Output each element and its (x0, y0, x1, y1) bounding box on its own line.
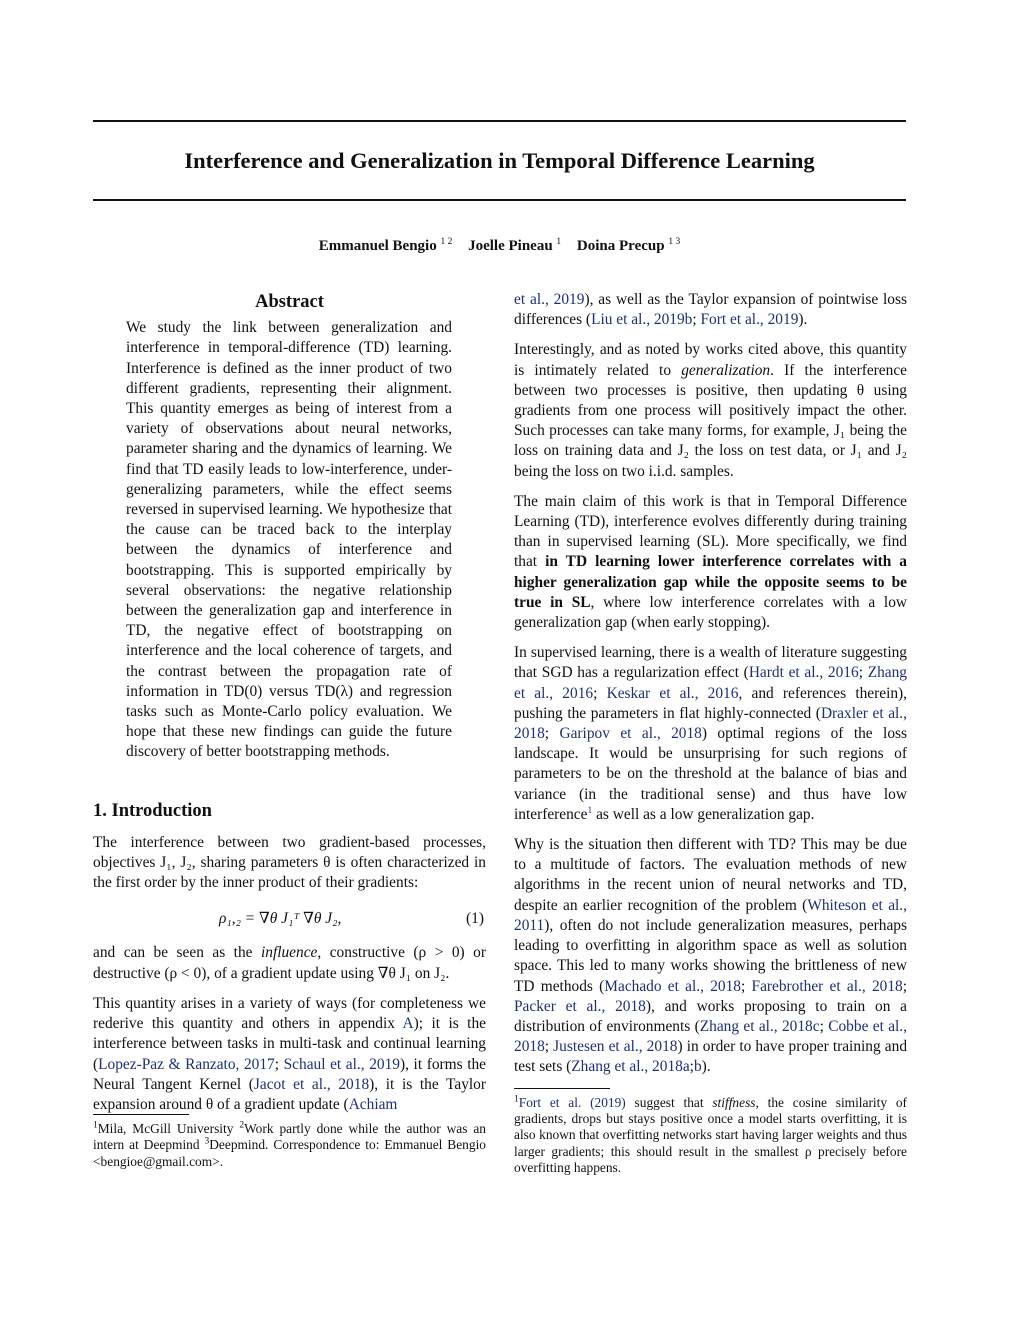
citation-link[interactable]: A (402, 1015, 414, 1033)
footnote-text: $^1$Mila, McGill University $^2$Work partly done while the author was an intern at Deepmind $^3$Deepmind. Correspondence to: Emmanuel Bengio <bengioe@gmail.com>. (93, 1120, 486, 1169)
footnote-text: $^1$Fort et al. (2019) suggest that stiffness, the cosine similarity of gradients, drops but stays positive once a model starts overfitting, it is also known that overfitting networks start having larger weights and thus larger gradients; this should result in the smallest ρ precisely before overfitting happens. (514, 1094, 907, 1176)
title-rule-top (93, 120, 906, 122)
author-name: Emmanuel Bengio (318, 238, 437, 254)
intro-paragraph: and can be seen as the influence, constructive (ρ > 0) or destructive (ρ < 0), of a gradient update using ∇θ J₁ on J₂. (93, 944, 486, 982)
body-paragraph: In supervised learning, there is a wealth of literature suggesting that SGD has a regularization effect (Hardt et al., 2016; Zhang et al., 2016; Keskar et al., 2016, and references therein), pushing the parameters in flat highly-connected (Draxler et al., 2018; Garipov et al., 2018) optimal regions of the loss landscape. It would be unsurprising for such regions of parameters to be on the threshold at the balance of bias and variance (in the traditional sense) and thus have low interference$^1$ as well as a low generalization gap. (514, 644, 908, 823)
equation-number: (1) (466, 910, 484, 928)
author-list (93, 236, 906, 256)
abstract-text: We study the link between generalization and interference in temporal-difference (TD) learning. Interference is defined as the inner product of two different gradients, representing their alignment. This quantity emerges as being of interest from a variety of observations about neural networks, parameter sharing and the dynamics of learning. We find that TD easily leads to low-interference, under-generalizing parameters, while the effect seems reversed in supervised learning. We hypothesize that the cause can be traced back to the interplay between the dynamics of interference and bootstrapping. This is supported empirically by several observations: the negative relationship between the generalization gap and interference in TD, the negative effect of bootstrapping on interference and the local coherence of targets, and the contrast between the propagation rate of information in TD(0) versus TD(λ) and regression tasks such as Monte-Carlo policy evaluation. We hope that these new findings can guide the future discovery of better bootstrapping methods. (126, 319, 452, 761)
citation-link[interactable]: Whiteson et al., 2011 (514, 896, 907, 934)
body-paragraph: The main claim of this work is that in Temporal Difference Learning (TD), interference evolves differently during training than in supervised learning (SL). More specifically, we find that in TD learning lower interference correlates with a higher generalization gap while the opposite seems to be true in SL, where low interference correlates with a low generalization gap (when early stopping). (514, 492, 908, 632)
citation-link[interactable]: Fort et al., 2019 (700, 311, 799, 329)
author-name: Doina Precup (576, 238, 665, 254)
footnote-rule (514, 1088, 610, 1089)
citation-link[interactable]: et al., 2019 (514, 291, 585, 308)
citation-link[interactable]: Packer et al., 2018 (514, 997, 646, 1015)
section-heading-introduction: 1. Introduction (93, 800, 212, 821)
body-paragraph: Why is the situation then different with TD? This may be due to a multitude of factors. The evaluation methods of new algorithms in the recent union of neural networks and TD, despite an earlier recognition of the problem (Whiteson et al., 2011), often do not include generalization measures, perhaps leading to overfitting in algorithm space as well as solution space. This led to many works showing the brittleness of new TD methods (Machado et al., 2018; Farebrother et al., 2018; Packer et al., 2018), and works proposing to train on a distribution of environments (Zhang et al., 2018c; Cobbe et al., 2018; Justesen et al., 2018) in order to have proper training and test sets (Zhang et al., 2018a;b). (514, 836, 908, 1076)
citation-link[interactable]: Keskar et al., 2016 (606, 684, 739, 702)
paper-title: Interference and Generalization in Temporal Difference Learning (184, 148, 815, 173)
citation-link[interactable]: Zhang et al., 2016 (514, 664, 908, 702)
stiffness-footnote (514, 1088, 907, 1177)
citation-link[interactable]: Garipov et al., 2018 (559, 725, 702, 743)
citation-link[interactable]: Fort et al. (2019) (518, 1094, 626, 1110)
affiliation-footnote (93, 1114, 486, 1170)
citation-link[interactable]: Draxler et al., 2018 (514, 704, 907, 743)
citation-link[interactable]: Machado et al., 2018 (604, 977, 741, 995)
author (468, 238, 561, 254)
author-affiliation: 1 3 (668, 237, 681, 247)
equation-formula: ρ₁,₂ = ∇θ J₁ᵀ ∇θ J₂, (219, 910, 342, 928)
author-affiliation: 1 2 (440, 237, 453, 247)
footnote-rule (93, 1114, 189, 1115)
citation-link[interactable]: Jacot et al., 2018 (253, 1075, 370, 1093)
citation-link[interactable]: b (693, 1058, 702, 1076)
main-claim: in TD learning lower interference correlates with a higher generalization gap while the opposite seems to be true in SL (514, 553, 907, 611)
left-column (93, 290, 486, 1125)
author (319, 238, 453, 254)
body-paragraph: Interestingly, and as noted by works cited above, this quantity is intimately related to generalization. If the interference between two processes is positive, then updating θ using gradients from one process will positively impact the other. Such processes can take many forms, for example, J₁ being the loss on training data and J₂ the loss on test data, or J₁ and J₂ being the loss on two i.i.d. samples. (514, 341, 907, 480)
intro-paragraph: This quantity arises in a variety of ways (for completeness we rederive this quantity and others in appendix A); it is the interference between tasks in multi-task and continual learning (Lopez-Paz & Ranzato, 2017; Schaul et al., 2019), it forms the Neural Tangent Kernel (Jacot et al., 2018), it is the Taylor expansion around θ of a gradient update (Achiam (93, 994, 487, 1113)
citation-link[interactable]: Lopez-Paz & Ranzato, 2017 (98, 1055, 275, 1073)
citation-link[interactable]: Hardt et al., 2016 (748, 664, 859, 682)
citation-link[interactable]: Liu et al., 2019b (591, 311, 693, 329)
emphasis: influence (260, 944, 318, 962)
abstract-heading: Abstract (255, 292, 324, 312)
citation-link[interactable]: Zhang et al., 2018a (571, 1058, 690, 1076)
author (577, 238, 680, 254)
citation-link[interactable]: Zhang et al., 2018c (699, 1017, 820, 1035)
author-name: Joelle Pineau (468, 238, 553, 254)
body-paragraph: et al., 2019), as well as the Taylor expansion of pointwise loss differences (Liu et al., 2019b; Fort et al., 2019). (514, 291, 907, 329)
emphasis: generalization (681, 361, 771, 379)
citation-link[interactable]: Achiam (348, 1095, 398, 1113)
citation-link[interactable]: Farebrother et al., 2018 (751, 977, 903, 995)
citation-link[interactable]: Cobbe et al., 2018 (514, 1017, 907, 1056)
footnote-marker[interactable]: 1 (587, 805, 593, 816)
title-rule-bottom (93, 199, 906, 201)
author-affiliation: 1 (556, 237, 562, 247)
equation-1 (93, 903, 486, 937)
citation-link[interactable]: Schaul et al., 2019 (283, 1055, 400, 1073)
intro-paragraph: The interference between two gradient-based processes, objectives J₁, J₂, sharing parameters θ is often characterized in the first order by the inner product of their gradients: (93, 833, 486, 892)
emphasis: stiffness (712, 1094, 756, 1110)
citation-link[interactable]: Justesen et al., 2018 (553, 1038, 678, 1056)
right-column (514, 290, 907, 1177)
